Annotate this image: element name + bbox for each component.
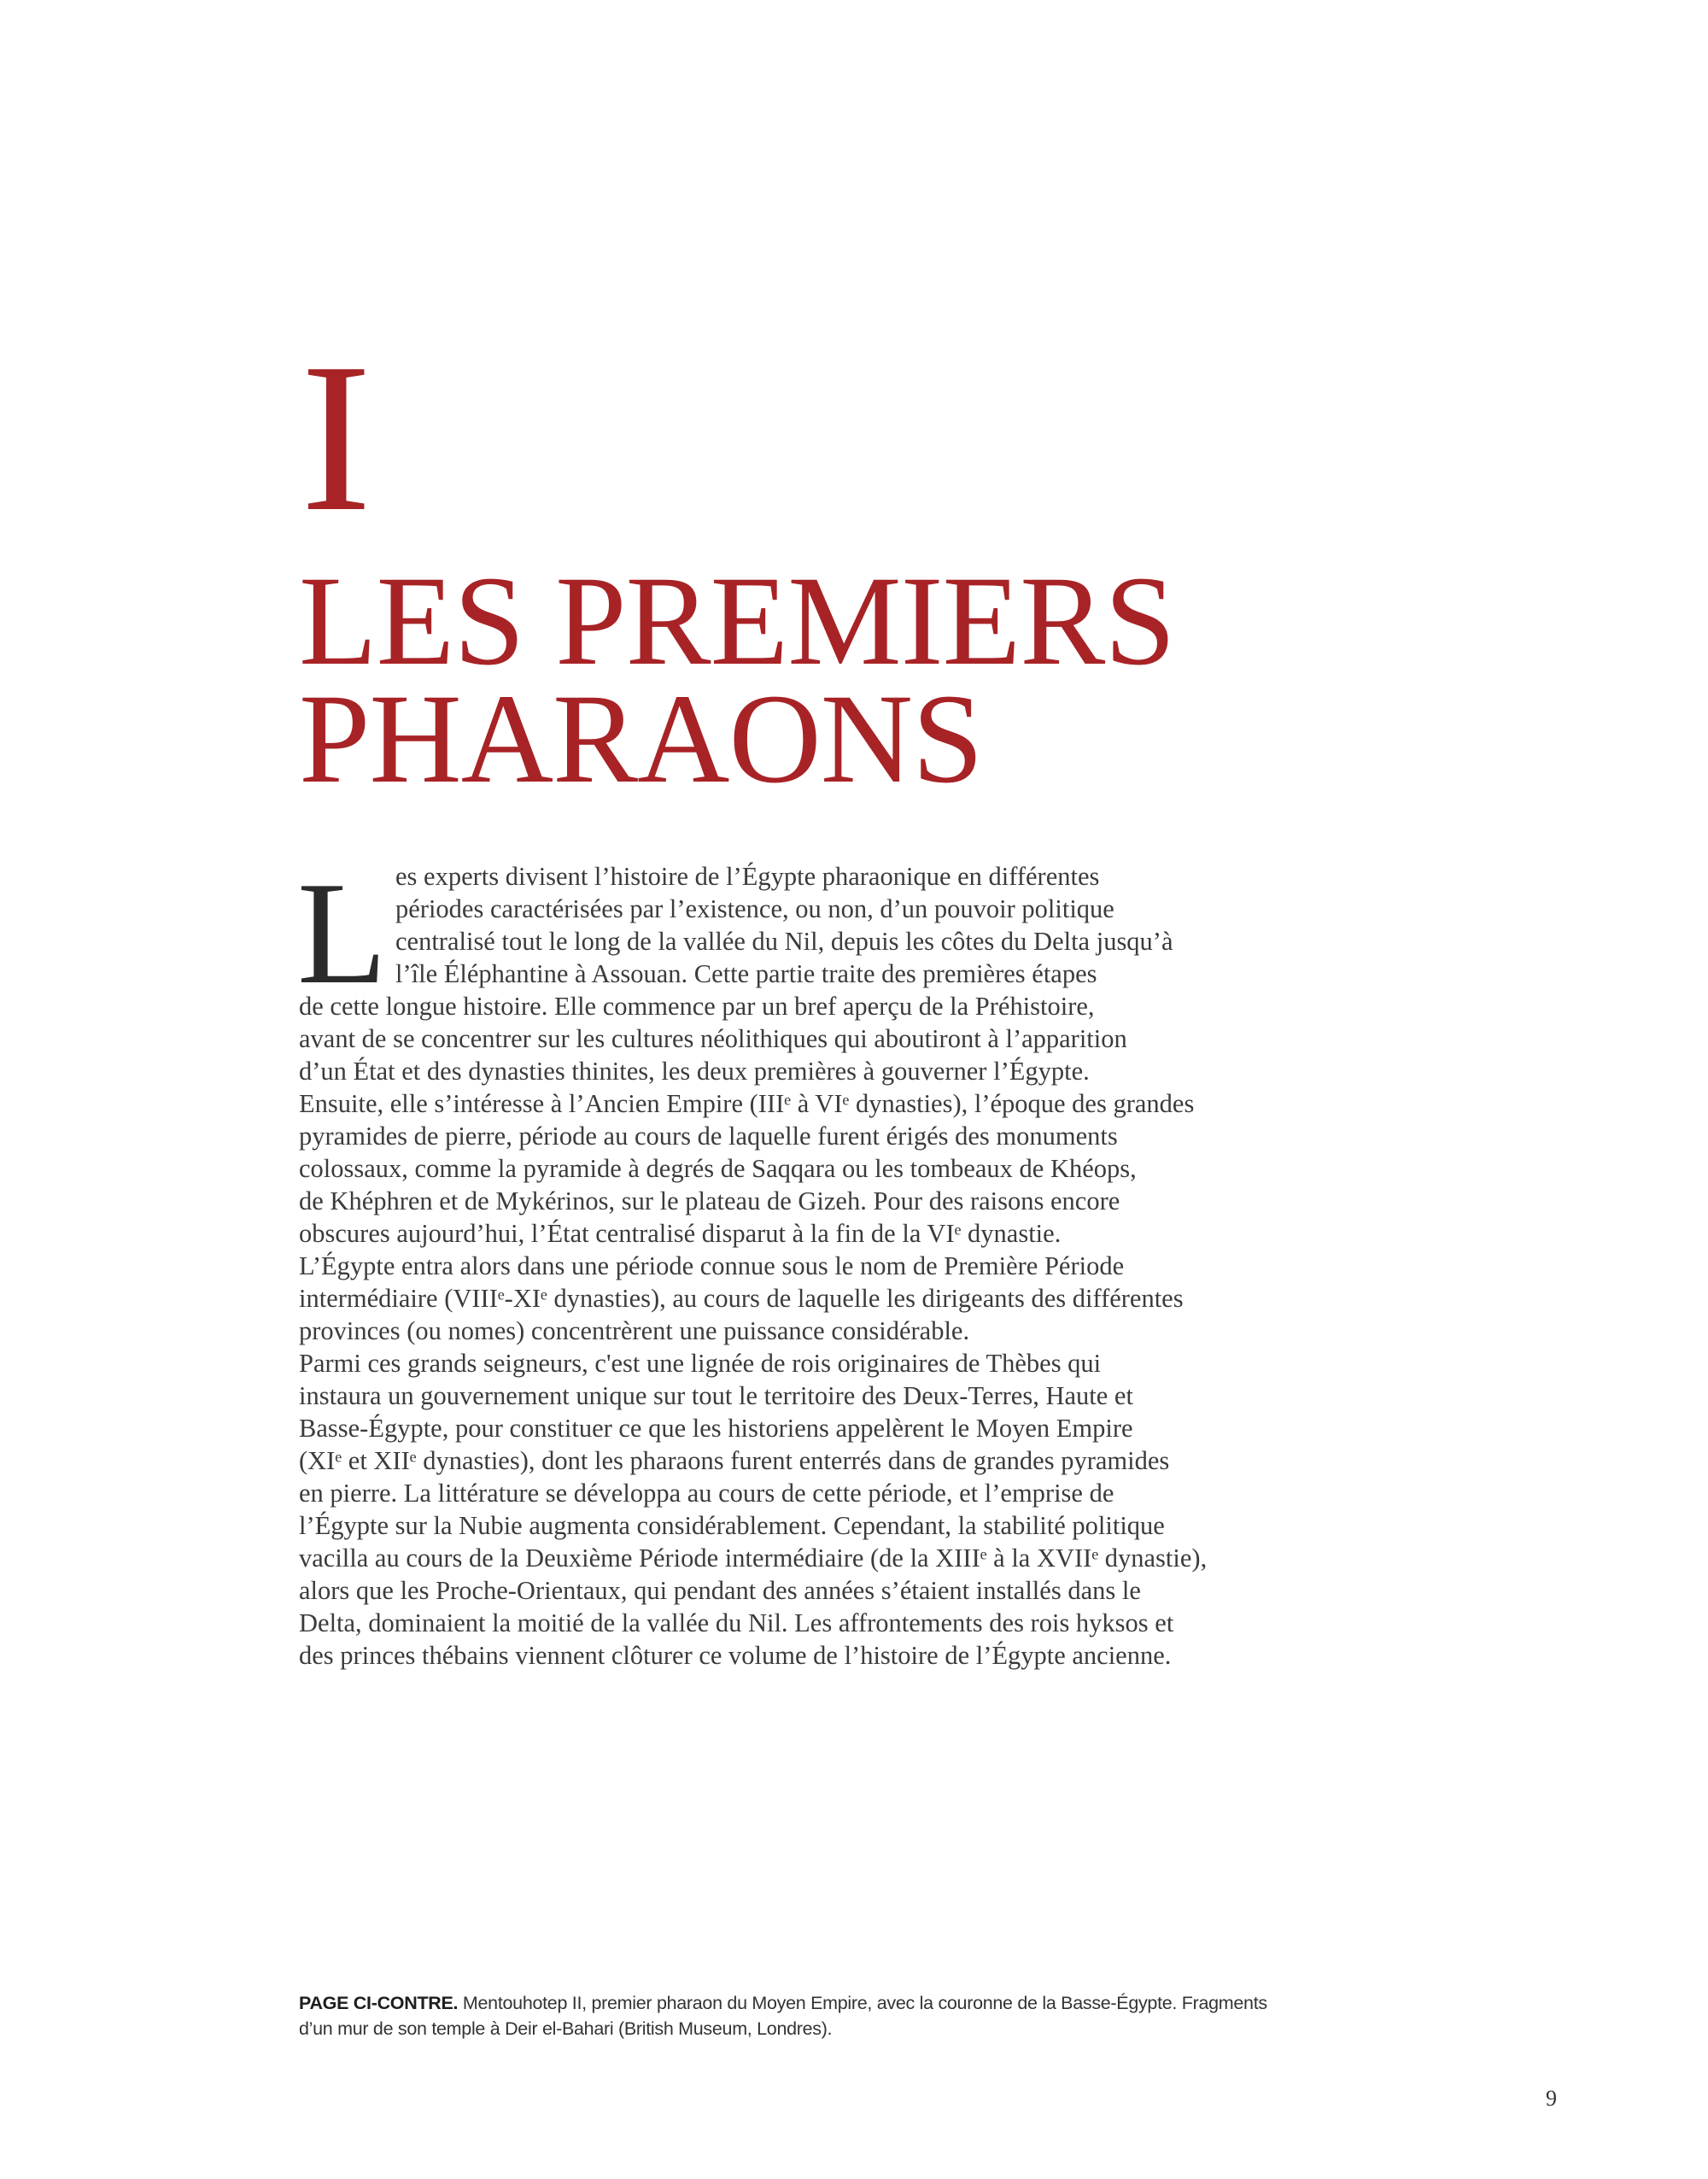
chapter-number: I [301,319,372,556]
text-line: de cette longue histoire. Elle commence par un bref aperçu de la Préhistoire, [299,992,1095,1021]
chapter-title-line-1: LES PREMIERS [299,550,1175,692]
image-caption [299,1990,1267,2041]
text-line: provinces (ou nomes) concentrèrent une puissance considérable. [299,1316,970,1345]
text-line: en pierre. La littérature se développa au cours de cette période, et l’emprise de [299,1479,1114,1508]
text-line: Parmi ces grands seigneurs, c'est une lignée de rois originaires de Thèbes qui [299,1349,1102,1378]
text-line: d’un État et des dynasties thinites, les deux premières à gouverner l’Égypte. [299,1057,1090,1086]
text-line: es experts divisent l’histoire de l’Égypte pharaonique en différentes [395,862,1100,891]
caption-text: Mentouhotep II, premier pharaon du Moyen Empire, avec la couronne de la Basse-Égypte. Fragments [462,1993,1267,2013]
text-line: des princes thébains viennent clôturer ce volume de l’histoire de l’Égypte ancienne. [299,1641,1172,1670]
chapter-title-line-2: PHARAONS [299,668,983,810]
caption-label: PAGE CI-CONTRE. [299,1993,459,2013]
text-line: Basse-Égypte, pour constituer ce que les historiens appelèrent le Moyen Empire [299,1414,1133,1443]
chapter-title [299,550,1409,810]
text-line: L’Égypte entra alors dans une période connue sous le nom de Première Période [299,1251,1125,1280]
text-line: avant de se concentrer sur les cultures néolithiques qui aboutiront à l’apparition [299,1024,1127,1053]
text-line: vacilla au cours de la Deuxième Période intermédiaire (de la XIIIᵉ à la XVIIᵉ dynastie), [299,1543,1208,1573]
chapter-intro-text [297,852,1255,1672]
text-line: l’île Éléphantine à Assouan. Cette partie traite des premières étapes [395,959,1097,988]
text-line: Delta, dominaient la moitié de la vallée du Nil. Les affrontements des rois hyksos et [299,1608,1174,1637]
text-line: pyramides de pierre, période au cours de laquelle furent érigés des monuments [299,1122,1118,1151]
page-number: 9 [1546,2086,1557,2111]
text-line: l’Égypte sur la Nubie augmenta considérablement. Cependant, la stabilité politique [299,1511,1165,1540]
drop-cap: L [297,852,388,1015]
caption-line [299,1990,1267,2016]
text-line: colossaux, comme la pyramide à degrés de Saqqara ou les tombeaux de Khéops, [299,1154,1137,1183]
text-line: de Khéphren et de Mykérinos, sur le plateau de Gizeh. Pour des raisons encore [299,1186,1120,1215]
text-line: instaura un gouvernement unique sur tout le territoire des Deux-Terres, Haute et [299,1381,1133,1410]
text-line: centralisé tout le long de la vallée du Nil, depuis les côtes du Delta jusqu’à [395,927,1173,956]
text-line: intermédiaire (VIIIᵉ-XIᵉ dynasties), au cours de laquelle les dirigeants des différentes [299,1284,1184,1313]
text-line: (XIᵉ et XIIᵉ dynasties), dont les pharaons furent enterrés dans de grandes pyramides [299,1446,1170,1475]
text-line: périodes caractérisées par l’existence, ou non, d’un pouvoir politique [395,894,1114,923]
caption-line: d’un mur de son temple à Deir el-Bahari (British Museum, Londres). [299,2018,833,2039]
text-line: obscures aujourd’hui, l’État centralisé disparut à la fin de la VIᵉ dynastie. [299,1219,1062,1248]
text-line: alors que les Proche-Orientaux, qui pendant des années s’étaient installés dans le [299,1576,1141,1605]
text-line: Ensuite, elle s’intéresse à l’Ancien Empire (IIIᵉ à VIᵉ dynasties), l’époque des grandes [299,1089,1195,1118]
